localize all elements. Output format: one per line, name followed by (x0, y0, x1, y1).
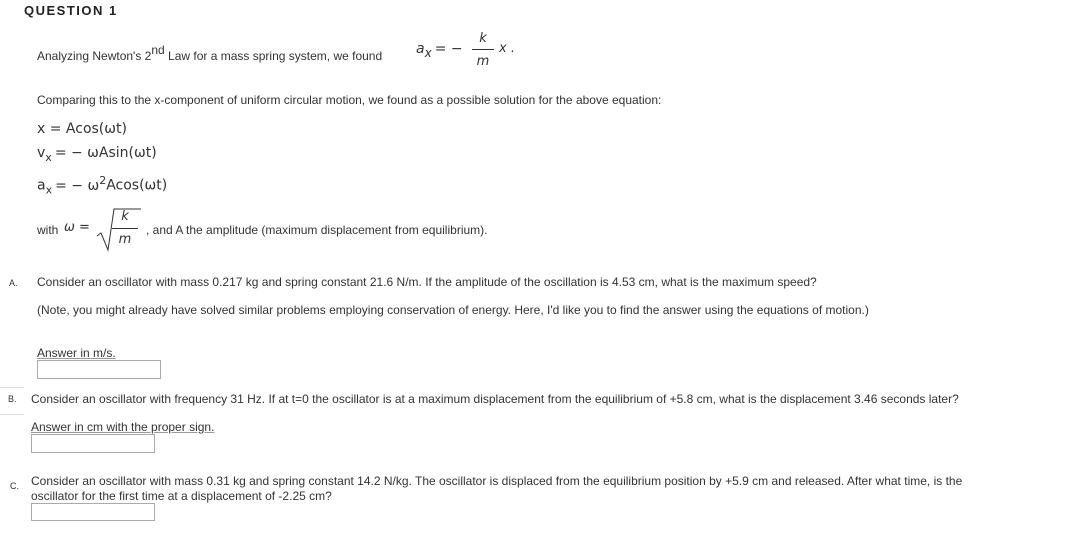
question-title: QUESTION 1 (24, 3, 118, 18)
part-divider-b (0, 387, 24, 388)
part-a-note: (Note, you might already have solved similar problems employing conservation of energy. Here, I'd like you to find the answer using the equations of motion.) (37, 303, 869, 317)
equation-acceleration-a: a (37, 177, 46, 194)
equation-acceleration (37, 174, 167, 196)
equation-acceleration-sub: x (45, 183, 53, 197)
comparison-text: Comparing this to the x-component of uniform circular motion, we found as a possible solution for the above equation: (37, 93, 662, 107)
omega-frac-den: m (118, 232, 132, 247)
intro-frac-bar (472, 49, 494, 50)
omega-with: with (37, 223, 59, 237)
equation-velocity-rest: = − ωAsin(ωt) (54, 145, 157, 161)
intro-text (37, 44, 382, 63)
part-c-label: C. (10, 481, 19, 491)
equation-velocity (37, 145, 157, 164)
intro-frac-num: k (479, 31, 487, 46)
part-c-text-line1: Consider an oscillator with mass 0.31 kg and spring constant 14.2 N/kg. The oscillator is displaced from the equilibrium position by +5.9 cm and released. After what time, is the (31, 474, 963, 488)
omega-frac-num: k (121, 209, 129, 224)
omega-equals: ω = (64, 220, 90, 235)
intro-text-after: Law for a mass spring system, we found (164, 49, 383, 63)
part-c-answer-input[interactable] (31, 503, 155, 521)
intro-ax (416, 41, 463, 60)
equation-acceleration-sup: 2 (99, 174, 107, 187)
intro-rhs: x . (499, 41, 515, 56)
part-c-text-line2: oscillator for the first time at a displacement of -2.25 cm? (31, 489, 332, 503)
intro-text-before: Analyzing Newton's 2 (37, 49, 152, 63)
part-a-answer-input[interactable] (37, 360, 161, 379)
equation-position: x = Acos(ωt) (37, 121, 127, 137)
omega-tail: , and A the amplitude (maximum displacement from equilibrium). (146, 223, 488, 237)
part-b-label: B. (8, 394, 17, 404)
part-b-answer-label: Answer in cm with the proper sign. (31, 420, 215, 434)
equation-acceleration-rest: Acos(ωt) (106, 177, 168, 194)
intro-ax-sub: x (424, 45, 432, 60)
part-a-answer-label: Answer in m/s. (37, 346, 116, 360)
equation-velocity-sub: x (45, 150, 52, 164)
intro-frac-den: m (476, 54, 490, 69)
intro-equals-minus: = − (434, 41, 463, 57)
equation-acceleration-mid: = − ω (55, 177, 100, 194)
part-divider-b2 (0, 414, 24, 415)
intro-ax-a: a (416, 41, 425, 57)
part-a-label: A. (9, 278, 18, 288)
intro-superscript: nd (151, 43, 165, 57)
part-a-text: Consider an oscillator with mass 0.217 kg and spring constant 21.6 N/m. If the amplitude of the oscillation is 4.53 cm, what is the maximum speed? (37, 275, 817, 289)
part-b-text: Consider an oscillator with frequency 31 Hz. If at t=0 the oscillator is at a maximum displacement from the equilibrium of +5.8 cm, what is the displacement 3.46 seconds later? (31, 392, 959, 406)
omega-frac-bar (112, 228, 138, 229)
part-b-answer-input[interactable] (31, 434, 155, 453)
equation-velocity-v: v (37, 145, 46, 161)
